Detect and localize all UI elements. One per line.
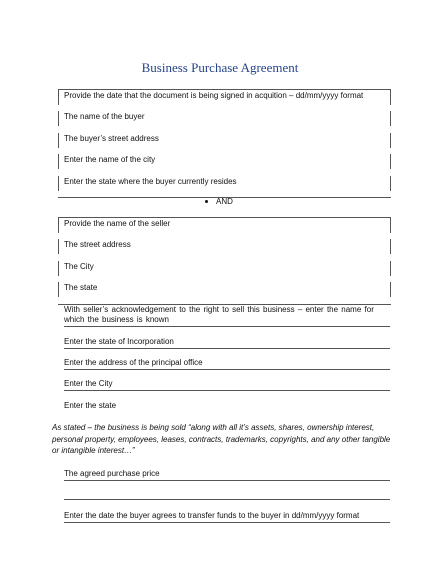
office-state-field[interactable]: Enter the state — [64, 401, 117, 410]
buyer-row[interactable] — [58, 90, 391, 111]
seller-row-label: Provide the name of the seller — [64, 219, 171, 228]
and-label: AND — [216, 197, 233, 206]
state-incorporation-field[interactable]: Enter the state of Incorporation — [64, 337, 390, 349]
seller-row[interactable] — [58, 261, 391, 282]
buyer-row-label: The buyer’s street address — [64, 133, 159, 143]
seller-row-label: The street address — [64, 240, 131, 250]
principal-office-field[interactable]: Enter the address of the principal office — [64, 358, 390, 370]
seller-info-box — [58, 217, 391, 305]
buyer-row-label: Enter the name of the city — [64, 155, 156, 165]
purchase-price-field[interactable]: The agreed purchase price — [64, 469, 390, 481]
buyer-row[interactable] — [58, 176, 391, 197]
and-separator — [205, 197, 233, 206]
office-city-field[interactable]: Enter the City — [64, 379, 390, 391]
seller-row[interactable] — [58, 282, 391, 303]
seller-row-label: The City — [64, 261, 94, 271]
seller-row-label: The state — [64, 283, 98, 293]
buyer-info-box — [58, 89, 391, 198]
bullet-icon — [205, 200, 208, 203]
buyer-row-label: The name of the buyer — [64, 112, 145, 122]
purchase-price-blank-line[interactable] — [64, 499, 390, 500]
buyer-row-label: Provide the date that the document is being signed in acquition – dd/mm/yyyy format — [64, 91, 364, 100]
buyer-row[interactable] — [58, 111, 391, 132]
document-title: Business Purchase Agreement — [141, 60, 299, 75]
buyer-row[interactable] — [58, 154, 391, 175]
transfer-date-field[interactable]: Enter the date the buyer agrees to transfer funds to the buyer in dd/mm/yyyy format — [64, 511, 390, 523]
buyer-row-label: Enter the state where the buyer currently resides — [64, 176, 237, 186]
business-name-field[interactable]: With seller’s acknowledgement to the right to sell this business – enter the name for which the business is known — [64, 305, 390, 327]
seller-row[interactable] — [58, 239, 391, 260]
buyer-row[interactable] — [58, 133, 391, 154]
seller-row[interactable] — [58, 218, 391, 239]
stated-paragraph: As stated – the business is being sold “along with all it’s assets, shares, ownership interest, personal property, employees, leases, contracts, trademarks, copyrights, and any other tangible or intangible interest…” — [52, 423, 391, 455]
